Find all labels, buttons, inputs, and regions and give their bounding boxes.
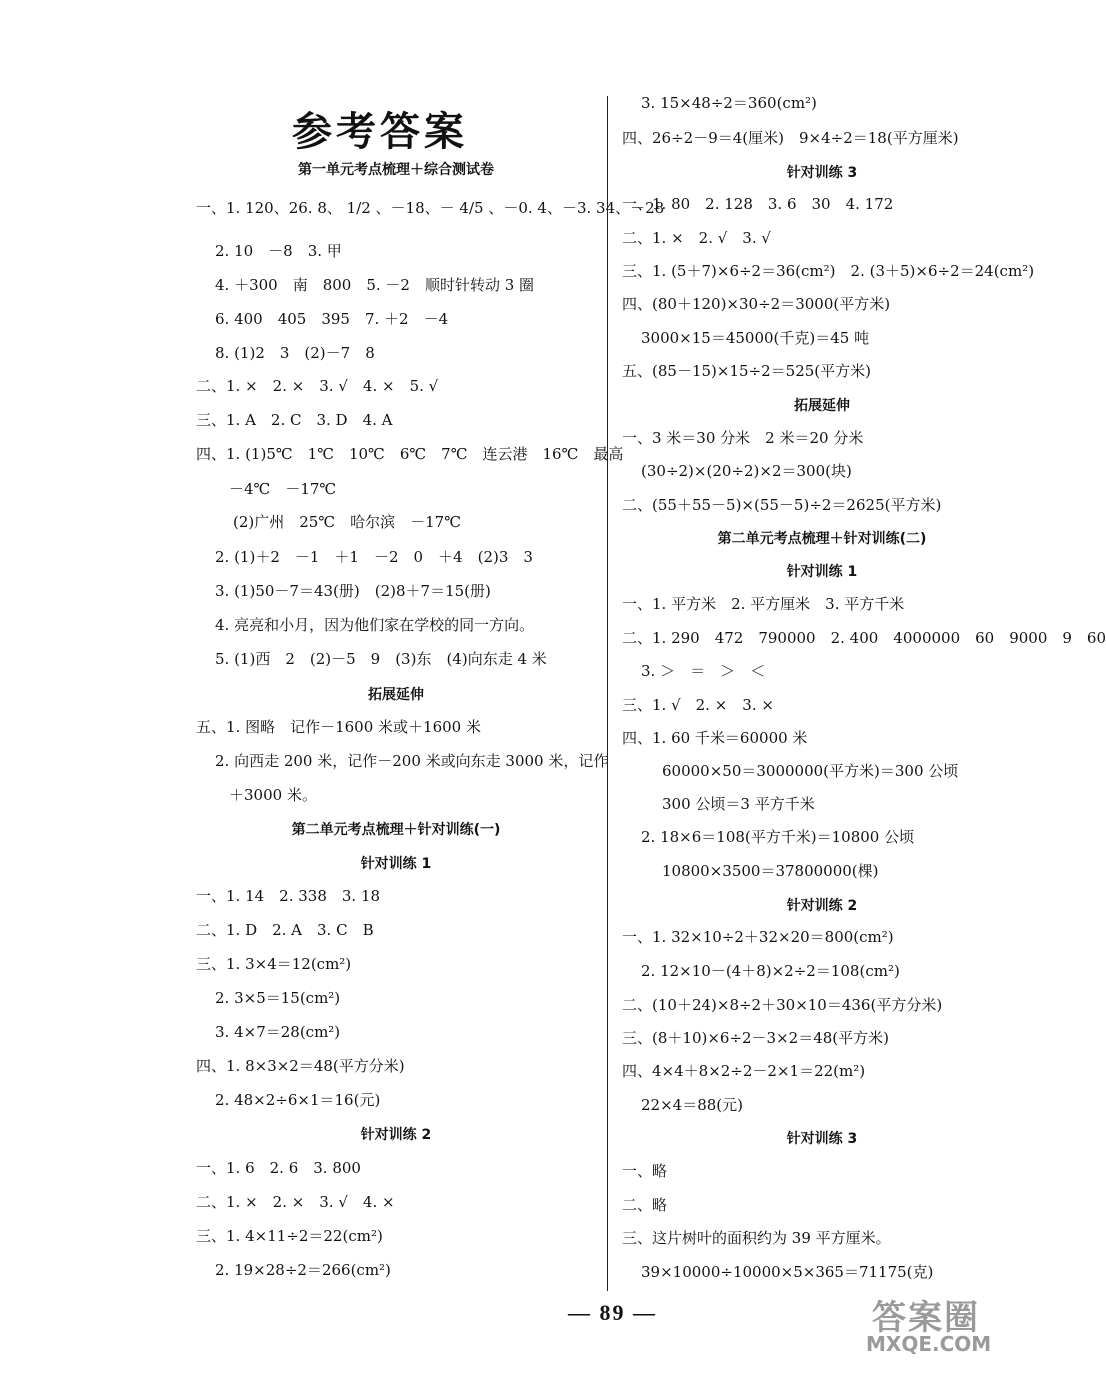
answer-line: (30÷2)×(20÷2)×2＝300(块) bbox=[641, 462, 852, 480]
answer-line: 二、(10＋24)×8÷2＋30×10＝436(平方分米) bbox=[622, 996, 943, 1014]
answer-line: 3. 4×7＝28(cm²) bbox=[215, 1023, 341, 1041]
answer-line: 一、1. 平方米 2. 平方厘米 3. 平方千米 bbox=[622, 595, 905, 613]
answer-line: 五、1. 图略 记作－1600 米或＋1600 米 bbox=[196, 718, 481, 736]
answer-line: 二、(55＋55－5)×(55－5)÷2＝2625(平方米) bbox=[622, 496, 942, 514]
answer-line: 一、1. 14 2. 338 3. 18 bbox=[196, 887, 381, 905]
answer-line: 二、1. × 2. × 3. √ 4. × 5. √ bbox=[196, 377, 439, 395]
answer-line: 二、略 bbox=[622, 1196, 668, 1214]
watermark-logo bbox=[862, 1290, 1032, 1360]
answer-line: 5. (1)西 2 (2)－5 9 (3)东 (4)向东走 4 米 bbox=[215, 650, 547, 668]
section-heading: 针对训练 1 bbox=[786, 564, 858, 580]
answer-line: 三、(8＋10)×6÷2－3×2＝48(平方米) bbox=[622, 1029, 890, 1047]
answer-line: 3. ＞ ＝ ＞ ＜ bbox=[641, 662, 766, 680]
answer-line: 4. 亮亮和小月，因为他们家在学校的同一方向。 bbox=[215, 616, 535, 634]
answer-line: 2. 48×2÷6×1＝16(元) bbox=[215, 1091, 381, 1109]
answer-line: 二、1. 290 472 790000 2. 400 4000000 60 9000 9 60 bbox=[622, 629, 1106, 647]
section-heading: 第一单元考点梳理＋综合测试卷 bbox=[298, 162, 494, 178]
answer-line: 一、1. 120、26. 8、 1/2 、－18、－ 4/5 、－0. 4、－3. 34、－28 bbox=[196, 199, 665, 217]
answer-line: 22×4＝88(元) bbox=[641, 1096, 743, 1114]
answer-line: 三、1. 4×11÷2＝22(cm²) bbox=[196, 1227, 383, 1245]
answer-line: －4℃ －17℃ bbox=[229, 480, 337, 498]
answer-line: 一、1. 80 2. 128 3. 6 30 4. 172 bbox=[622, 195, 894, 213]
answer-line: 6. 400 405 395 7. ＋2 －4 bbox=[215, 310, 449, 328]
section-heading: 第二单元考点梳理＋针对训练(二) bbox=[717, 531, 927, 547]
answer-line: 3000×15＝45000(千克)＝45 吨 bbox=[641, 329, 870, 347]
answer-line: 四、4×4＋8×2÷2－2×1＝22(m²) bbox=[622, 1062, 866, 1080]
section-heading: 针对训练 3 bbox=[786, 1131, 858, 1147]
answer-line: (2)广州 25℃ 哈尔滨 －17℃ bbox=[233, 513, 461, 531]
answer-line: 2. 10 －8 3. 甲 bbox=[215, 242, 342, 260]
answer-line: 4. ＋300 南 800 5. －2 顺时针转动 3 圈 bbox=[215, 276, 535, 294]
watermark-top-text: 答案圈 bbox=[872, 1298, 980, 1338]
answer-line: 2. 向西走 200 米，记作－200 米或向东走 3000 米，记作 bbox=[215, 752, 609, 770]
section-heading: 针对训练 2 bbox=[786, 898, 858, 914]
answer-line: 2. (1)＋2 －1 ＋1 －2 0 ＋4 (2)3 3 bbox=[215, 548, 533, 566]
answer-line: 三、1. (5＋7)×6÷2＝36(cm²) 2. (3＋5)×6÷2＝24(cm²) bbox=[622, 262, 1035, 280]
answer-line: 四、1. (1)5℃ 1℃ 10℃ 6℃ 7℃ 连云港 16℃ 最高 bbox=[196, 445, 624, 463]
answer-line: 3. (1)50－7＝43(册) (2)8＋7＝15(册) bbox=[215, 582, 491, 600]
answer-line: 一、略 bbox=[622, 1162, 668, 1180]
section-heading: 拓展延伸 bbox=[368, 687, 424, 703]
answer-line: 60000×50＝3000000(平方米)＝300 公顷 bbox=[662, 762, 959, 780]
answer-line: 300 公顷＝3 平方千米 bbox=[662, 795, 815, 813]
answer-line: 五、(85－15)×15÷2＝525(平方米) bbox=[622, 362, 871, 380]
answer-line: 8. (1)2 3 (2)－7 8 bbox=[215, 344, 375, 362]
answer-line: 一、1. 6 2. 6 3. 800 bbox=[196, 1159, 361, 1177]
answer-line: 二、1. × 2. × 3. √ 4. × bbox=[196, 1193, 395, 1211]
answer-line: 四、(80＋120)×30÷2＝3000(平方米) bbox=[622, 295, 891, 313]
answer-line: 2. 12×10－(4＋8)×2÷2＝108(cm²) bbox=[641, 962, 900, 980]
answer-line: 一、1. 32×10÷2＋32×20＝800(cm²) bbox=[622, 928, 894, 946]
answer-line: 3. 15×48÷2＝360(cm²) bbox=[641, 94, 817, 112]
answer-line: 四、26÷2－9＝4(厘米) 9×4÷2＝18(平方厘米) bbox=[622, 129, 959, 147]
answer-line: 三、1. √ 2. × 3. × bbox=[622, 696, 774, 714]
section-heading: 针对训练 3 bbox=[786, 165, 858, 181]
answer-line: 2. 3×5＝15(cm²) bbox=[215, 989, 341, 1007]
answer-line: 10800×3500＝37800000(棵) bbox=[662, 862, 879, 880]
watermark-bottom-text: MXQE.COM bbox=[866, 1332, 992, 1356]
section-heading: 拓展延伸 bbox=[794, 398, 850, 414]
page-number: — 89 — bbox=[568, 1300, 657, 1325]
answer-line: 39×10000÷10000×5×365＝71175(克) bbox=[641, 1263, 934, 1281]
section-heading: 针对训练 1 bbox=[360, 856, 432, 872]
answer-line: 四、1. 60 千米＝60000 米 bbox=[622, 729, 808, 747]
answer-line: 三、1. A 2. C 3. D 4. A bbox=[196, 411, 393, 429]
answer-line: 三、这片树叶的面积约为 39 平方厘米。 bbox=[622, 1229, 891, 1247]
answer-line: 2. 19×28÷2＝266(cm²) bbox=[215, 1261, 391, 1279]
section-heading: 第二单元考点梳理＋针对训练(一) bbox=[291, 822, 501, 838]
answer-line: ＋3000 米。 bbox=[229, 786, 317, 804]
column-divider bbox=[607, 96, 608, 1291]
answer-line: 三、1. 3×4＝12(cm²) bbox=[196, 955, 352, 973]
answer-line: 二、1. D 2. A 3. C B bbox=[196, 921, 374, 939]
answer-line: 四、1. 8×3×2＝48(平方分米) bbox=[196, 1057, 405, 1075]
answer-line: 一、3 米＝30 分米 2 米＝20 分米 bbox=[622, 429, 864, 447]
page-title: 参考答案 bbox=[292, 108, 468, 155]
answer-line: 2. 18×6＝108(平方千米)＝10800 公顷 bbox=[641, 828, 915, 846]
answer-line: 二、1. × 2. √ 3. √ bbox=[622, 229, 771, 247]
section-heading: 针对训练 2 bbox=[360, 1127, 432, 1143]
